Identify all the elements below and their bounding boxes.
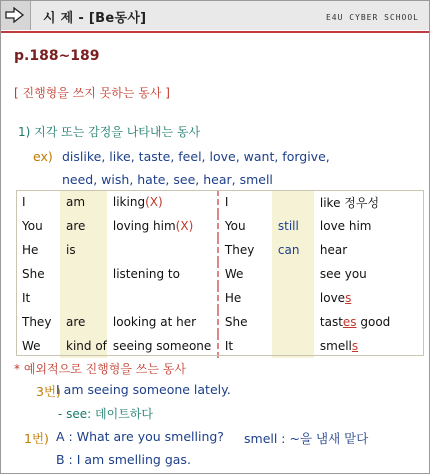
subsection-2-label: * 예외적으로 진행형을 쓰는 동사 <box>14 362 186 376</box>
simple-form-cell <box>314 334 415 358</box>
incorrect-mark: (X) <box>145 195 163 209</box>
subject-text: I <box>22 195 26 209</box>
subject-text: It <box>224 339 234 353</box>
be-verb-text: are <box>66 219 86 233</box>
number-3-label: 3번) <box>36 384 61 399</box>
modifier-cell <box>272 262 314 286</box>
be-verb-cell <box>60 190 107 214</box>
table-row <box>16 214 415 238</box>
be-verb-cell <box>60 286 107 310</box>
simple-form-text: love him <box>319 219 372 233</box>
modifier-text: still <box>277 219 299 233</box>
subsection-1-label: 1) 지각 또는 감정을 나타내는 동사 <box>18 125 201 139</box>
subject-cell <box>16 334 60 358</box>
simple-form-text: hear <box>319 243 348 257</box>
section-title: [ 진행형을 쓰지 못하는 동사 ] <box>14 86 170 100</box>
subject-text: He <box>224 291 242 305</box>
page-reference: p.188~189 <box>14 48 100 64</box>
number-3-sentence: I am seeing someone lately. <box>56 382 231 397</box>
progressive-cell <box>107 310 218 334</box>
modifier-cell <box>272 286 314 310</box>
subject-text: You <box>224 219 246 233</box>
simple-form-cell <box>314 190 415 214</box>
simple-form-cell <box>314 310 415 334</box>
verb-ending: s <box>351 339 359 353</box>
modifier-cell <box>272 310 314 334</box>
page-title: 시 제 - [Be동사] <box>43 11 147 26</box>
header-divider <box>1 31 429 33</box>
subject-cell-right <box>218 214 272 238</box>
simple-form-text: like 정우성 <box>319 195 380 210</box>
subject-cell-right <box>218 286 272 310</box>
number-1-question: A : What are you smelling? <box>56 429 224 444</box>
subject-text: I <box>224 195 229 209</box>
be-verb-text: is <box>66 243 76 257</box>
be-verb-text: am <box>66 195 86 209</box>
table-row <box>16 238 415 262</box>
simple-form-suffix: good <box>356 315 391 329</box>
example-verbs-line-1: dislike, like, taste, feel, love, want, forgive, <box>62 149 330 164</box>
progressive-cell <box>107 334 218 358</box>
table-row <box>16 310 415 334</box>
subject-cell <box>16 262 60 286</box>
progressive-text: loving him <box>112 219 176 233</box>
subject-text: She <box>224 315 248 329</box>
subject-cell-right <box>218 238 272 262</box>
subject-text: We <box>224 267 244 281</box>
verb-comparison-table <box>16 190 415 358</box>
simple-form-cell <box>314 262 415 286</box>
number-1-label: 1번) <box>24 431 49 446</box>
progressive-text: listening to <box>112 267 180 281</box>
simple-form-text: tast <box>319 315 343 329</box>
subject-cell-right <box>218 310 272 334</box>
subject-text: She <box>22 267 45 281</box>
subject-text: It <box>22 291 31 305</box>
verb-ending: es <box>342 315 357 329</box>
be-verb-text: are <box>66 315 86 329</box>
see-meaning-note: - see: 데이트하다 <box>58 407 153 421</box>
be-verb-cell <box>60 214 107 238</box>
be-verb-cell <box>60 334 107 358</box>
table-row <box>16 190 415 214</box>
subject-cell-right <box>218 334 272 358</box>
subject-text: He <box>22 243 39 257</box>
progressive-cell <box>107 262 218 286</box>
subject-cell <box>16 190 60 214</box>
be-verb-text: kind of <box>66 339 107 353</box>
table-row <box>16 286 415 310</box>
table-row <box>16 334 415 358</box>
modifier-text: can <box>277 243 300 257</box>
progressive-cell <box>107 190 218 214</box>
arrow-right-icon <box>1 1 31 30</box>
simple-form-text: see you <box>319 267 367 281</box>
simple-form-cell <box>314 214 415 238</box>
progressive-cell <box>107 286 218 310</box>
subject-cell-right <box>218 262 272 286</box>
modifier-cell <box>272 190 314 214</box>
subject-cell <box>16 238 60 262</box>
incorrect-mark: (X) <box>175 219 194 233</box>
subject-cell <box>16 214 60 238</box>
subject-text: They <box>22 315 52 329</box>
simple-form-cell <box>314 238 415 262</box>
progressive-text: liking <box>112 195 146 209</box>
be-verb-cell <box>60 310 107 334</box>
table-row <box>16 262 415 286</box>
modifier-cell <box>272 238 314 262</box>
modifier-cell <box>272 334 314 358</box>
header-bar <box>1 1 429 30</box>
subject-text: They <box>224 243 255 257</box>
example-verbs-line-2: need, wish, hate, see, hear, smell <box>62 172 273 187</box>
progressive-text: looking at her <box>112 315 197 329</box>
subject-text: We <box>22 339 41 353</box>
example-label: ex) <box>33 149 53 164</box>
subject-cell <box>16 286 60 310</box>
number-1-answer: B : I am smelling gas. <box>56 452 191 467</box>
modifier-cell <box>272 214 314 238</box>
simple-form-text: love <box>319 291 346 305</box>
subject-cell-right <box>218 190 272 214</box>
be-verb-cell <box>60 262 107 286</box>
progressive-text: seeing someone <box>112 339 212 353</box>
subject-cell <box>16 310 60 334</box>
simple-form-text: smell <box>319 339 352 353</box>
simple-form-cell <box>314 286 415 310</box>
progressive-cell <box>107 214 218 238</box>
school-name: E4U CYBER SCHOOL <box>325 13 419 22</box>
smell-meaning-note: smell : ~을 냄새 맡다 <box>244 431 369 446</box>
subject-text: You <box>22 219 43 233</box>
be-verb-cell <box>60 238 107 262</box>
progressive-cell <box>107 238 218 262</box>
verb-ending: s <box>345 291 352 305</box>
